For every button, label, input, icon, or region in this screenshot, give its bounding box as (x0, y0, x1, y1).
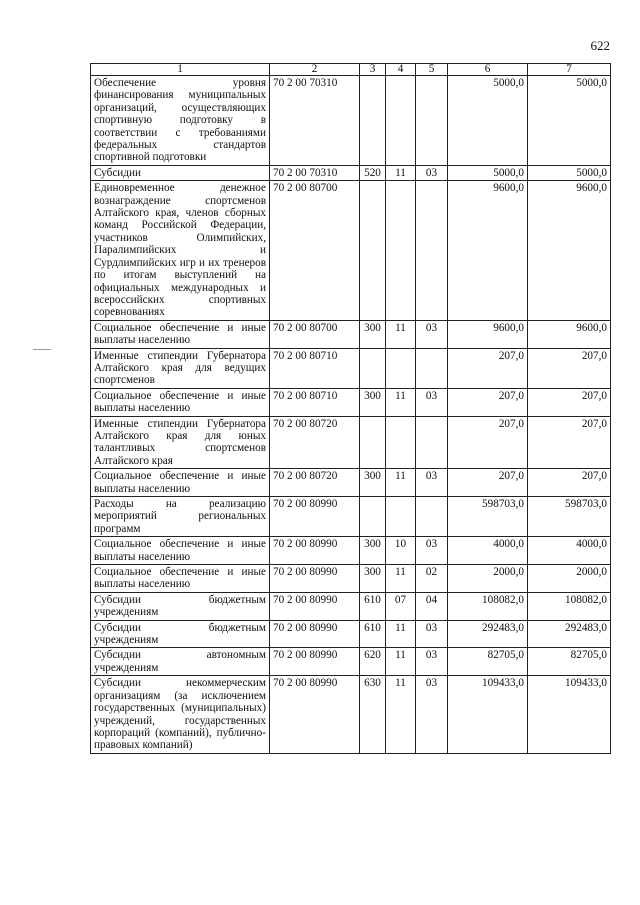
row-expense-type: 620 (360, 648, 386, 676)
row-section (386, 497, 416, 537)
row-amount-col7: 207,0 (528, 416, 611, 469)
row-code: 70 2 00 80990 (270, 565, 360, 593)
row-expense-type: 300 (360, 320, 386, 348)
row-name: Именные стипендии Губернатора Алтайского края для ведущих спортсменов (91, 348, 270, 388)
table-row (91, 181, 611, 320)
row-code: 70 2 00 80720 (270, 416, 360, 469)
row-subsection (416, 416, 448, 469)
row-amount-col6: 207,0 (448, 469, 528, 497)
row-subsection: 03 (416, 165, 448, 180)
table-row (91, 388, 611, 416)
row-amount-col7: 2000,0 (528, 565, 611, 593)
table-row (91, 620, 611, 648)
budget-table (90, 63, 611, 754)
row-amount-col7: 292483,0 (528, 620, 611, 648)
row-section: 11 (386, 165, 416, 180)
row-section (386, 76, 416, 166)
row-section: 11 (386, 469, 416, 497)
row-name: Субсидии бюджетным учреждениям (91, 592, 270, 620)
row-expense-type: 300 (360, 388, 386, 416)
table-row (91, 416, 611, 469)
row-amount-col7: 207,0 (528, 388, 611, 416)
row-name: Единовременное денежное вознаграждение спортсменов Алтайского края, членов сборных команд Российской Федерации, участников Олимпийских, Паралимпийских и Сурдлимпийских игр и их тренеров по итогам выступлений на официальных международных и всероссийских спортивных соревнованиях (91, 181, 270, 320)
table-row (91, 348, 611, 388)
table-row (91, 676, 611, 753)
row-name: Субсидии бюджетным учреждениям (91, 620, 270, 648)
row-code: 70 2 00 80710 (270, 388, 360, 416)
row-name: Обеспечение уровня финансирования муниципальных организаций, осуществляющих спортивную подготовку в соответствии с требованиями федеральных стандартов спортивной подготовки (91, 76, 270, 166)
row-code: 70 2 00 80710 (270, 348, 360, 388)
row-amount-col7: 9600,0 (528, 181, 611, 320)
row-expense-type: 630 (360, 676, 386, 753)
row-code: 70 2 00 80990 (270, 537, 360, 565)
row-subsection: 03 (416, 620, 448, 648)
page-number: 622 (590, 38, 610, 53)
row-expense-type: 610 (360, 592, 386, 620)
row-subsection (416, 76, 448, 166)
row-amount-col7: 5000,0 (528, 165, 611, 180)
row-subsection: 02 (416, 565, 448, 593)
row-amount-col7: 207,0 (528, 348, 611, 388)
table-row (91, 469, 611, 497)
col-header-2: 2 (270, 64, 360, 76)
row-expense-type (360, 348, 386, 388)
row-name: Субсидии (91, 165, 270, 180)
row-amount-col6: 207,0 (448, 416, 528, 469)
row-name: Социальное обеспечение и иные выплаты населению (91, 537, 270, 565)
row-amount-col6: 207,0 (448, 388, 528, 416)
row-subsection (416, 181, 448, 320)
row-code: 70 2 00 70310 (270, 165, 360, 180)
row-amount-col7: 5000,0 (528, 76, 611, 166)
col-header-3: 3 (360, 64, 386, 76)
row-expense-type: 610 (360, 620, 386, 648)
table-row (91, 565, 611, 593)
row-name: Расходы на реализацию мероприятий региональных программ (91, 497, 270, 537)
row-amount-col6: 109433,0 (448, 676, 528, 753)
row-name: Социальное обеспечение и иные выплаты населению (91, 388, 270, 416)
row-name: Субсидии автономным учреждениям (91, 648, 270, 676)
row-code: 70 2 00 80700 (270, 181, 360, 320)
table-row (91, 648, 611, 676)
row-section: 11 (386, 320, 416, 348)
margin-mark (33, 349, 51, 350)
row-code: 70 2 00 80700 (270, 320, 360, 348)
row-section: 07 (386, 592, 416, 620)
row-code: 70 2 00 80720 (270, 469, 360, 497)
col-header-6: 6 (448, 64, 528, 76)
row-amount-col7: 598703,0 (528, 497, 611, 537)
row-subsection: 03 (416, 648, 448, 676)
row-section (386, 348, 416, 388)
table-row (91, 320, 611, 348)
row-expense-type: 520 (360, 165, 386, 180)
row-amount-col6: 108082,0 (448, 592, 528, 620)
row-section: 11 (386, 676, 416, 753)
row-amount-col7: 82705,0 (528, 648, 611, 676)
row-expense-type: 300 (360, 537, 386, 565)
table-row (91, 537, 611, 565)
row-expense-type: 300 (360, 565, 386, 593)
row-amount-col7: 207,0 (528, 469, 611, 497)
row-code: 70 2 00 80990 (270, 592, 360, 620)
row-code: 70 2 00 80990 (270, 676, 360, 753)
row-expense-type (360, 497, 386, 537)
row-subsection: 03 (416, 469, 448, 497)
row-amount-col6: 9600,0 (448, 181, 528, 320)
row-name: Именные стипендии Губернатора Алтайского края для юных талантливых спортсменов Алтайского края (91, 416, 270, 469)
row-code: 70 2 00 80990 (270, 620, 360, 648)
row-section (386, 181, 416, 320)
row-subsection: 03 (416, 537, 448, 565)
row-code: 70 2 00 80990 (270, 648, 360, 676)
row-code: 70 2 00 70310 (270, 76, 360, 166)
header-row (91, 64, 611, 76)
col-header-7: 7 (528, 64, 611, 76)
row-section (386, 416, 416, 469)
row-subsection: 03 (416, 388, 448, 416)
row-section: 10 (386, 537, 416, 565)
col-header-4: 4 (386, 64, 416, 76)
row-name: Социальное обеспечение и иные выплаты населению (91, 469, 270, 497)
row-code: 70 2 00 80990 (270, 497, 360, 537)
row-subsection (416, 348, 448, 388)
col-header-5: 5 (416, 64, 448, 76)
row-amount-col6: 207,0 (448, 348, 528, 388)
table-row (91, 165, 611, 180)
row-amount-col7: 108082,0 (528, 592, 611, 620)
row-name: Субсидии некоммерческим организациям (за исключением государственных (муниципальных) учреждений, государственных корпораций (компаний), публично-правовых компаний) (91, 676, 270, 753)
row-name: Социальное обеспечение и иные выплаты населению (91, 320, 270, 348)
table-row (91, 592, 611, 620)
row-name: Социальное обеспечение и иные выплаты населению (91, 565, 270, 593)
row-amount-col7: 4000,0 (528, 537, 611, 565)
row-amount-col6: 292483,0 (448, 620, 528, 648)
row-amount-col6: 9600,0 (448, 320, 528, 348)
row-amount-col6: 4000,0 (448, 537, 528, 565)
table-row (91, 76, 611, 166)
row-section: 11 (386, 388, 416, 416)
row-section: 11 (386, 648, 416, 676)
row-section: 11 (386, 565, 416, 593)
row-expense-type (360, 416, 386, 469)
row-subsection: 03 (416, 320, 448, 348)
row-expense-type (360, 181, 386, 320)
row-amount-col6: 598703,0 (448, 497, 528, 537)
row-subsection: 03 (416, 676, 448, 753)
row-amount-col7: 9600,0 (528, 320, 611, 348)
row-amount-col7: 109433,0 (528, 676, 611, 753)
row-subsection: 04 (416, 592, 448, 620)
row-amount-col6: 2000,0 (448, 565, 528, 593)
row-subsection (416, 497, 448, 537)
row-section: 11 (386, 620, 416, 648)
row-expense-type: 300 (360, 469, 386, 497)
row-expense-type (360, 76, 386, 166)
row-amount-col6: 5000,0 (448, 165, 528, 180)
row-amount-col6: 82705,0 (448, 648, 528, 676)
row-amount-col6: 5000,0 (448, 76, 528, 166)
table-row (91, 497, 611, 537)
col-header-1: 1 (91, 64, 270, 76)
